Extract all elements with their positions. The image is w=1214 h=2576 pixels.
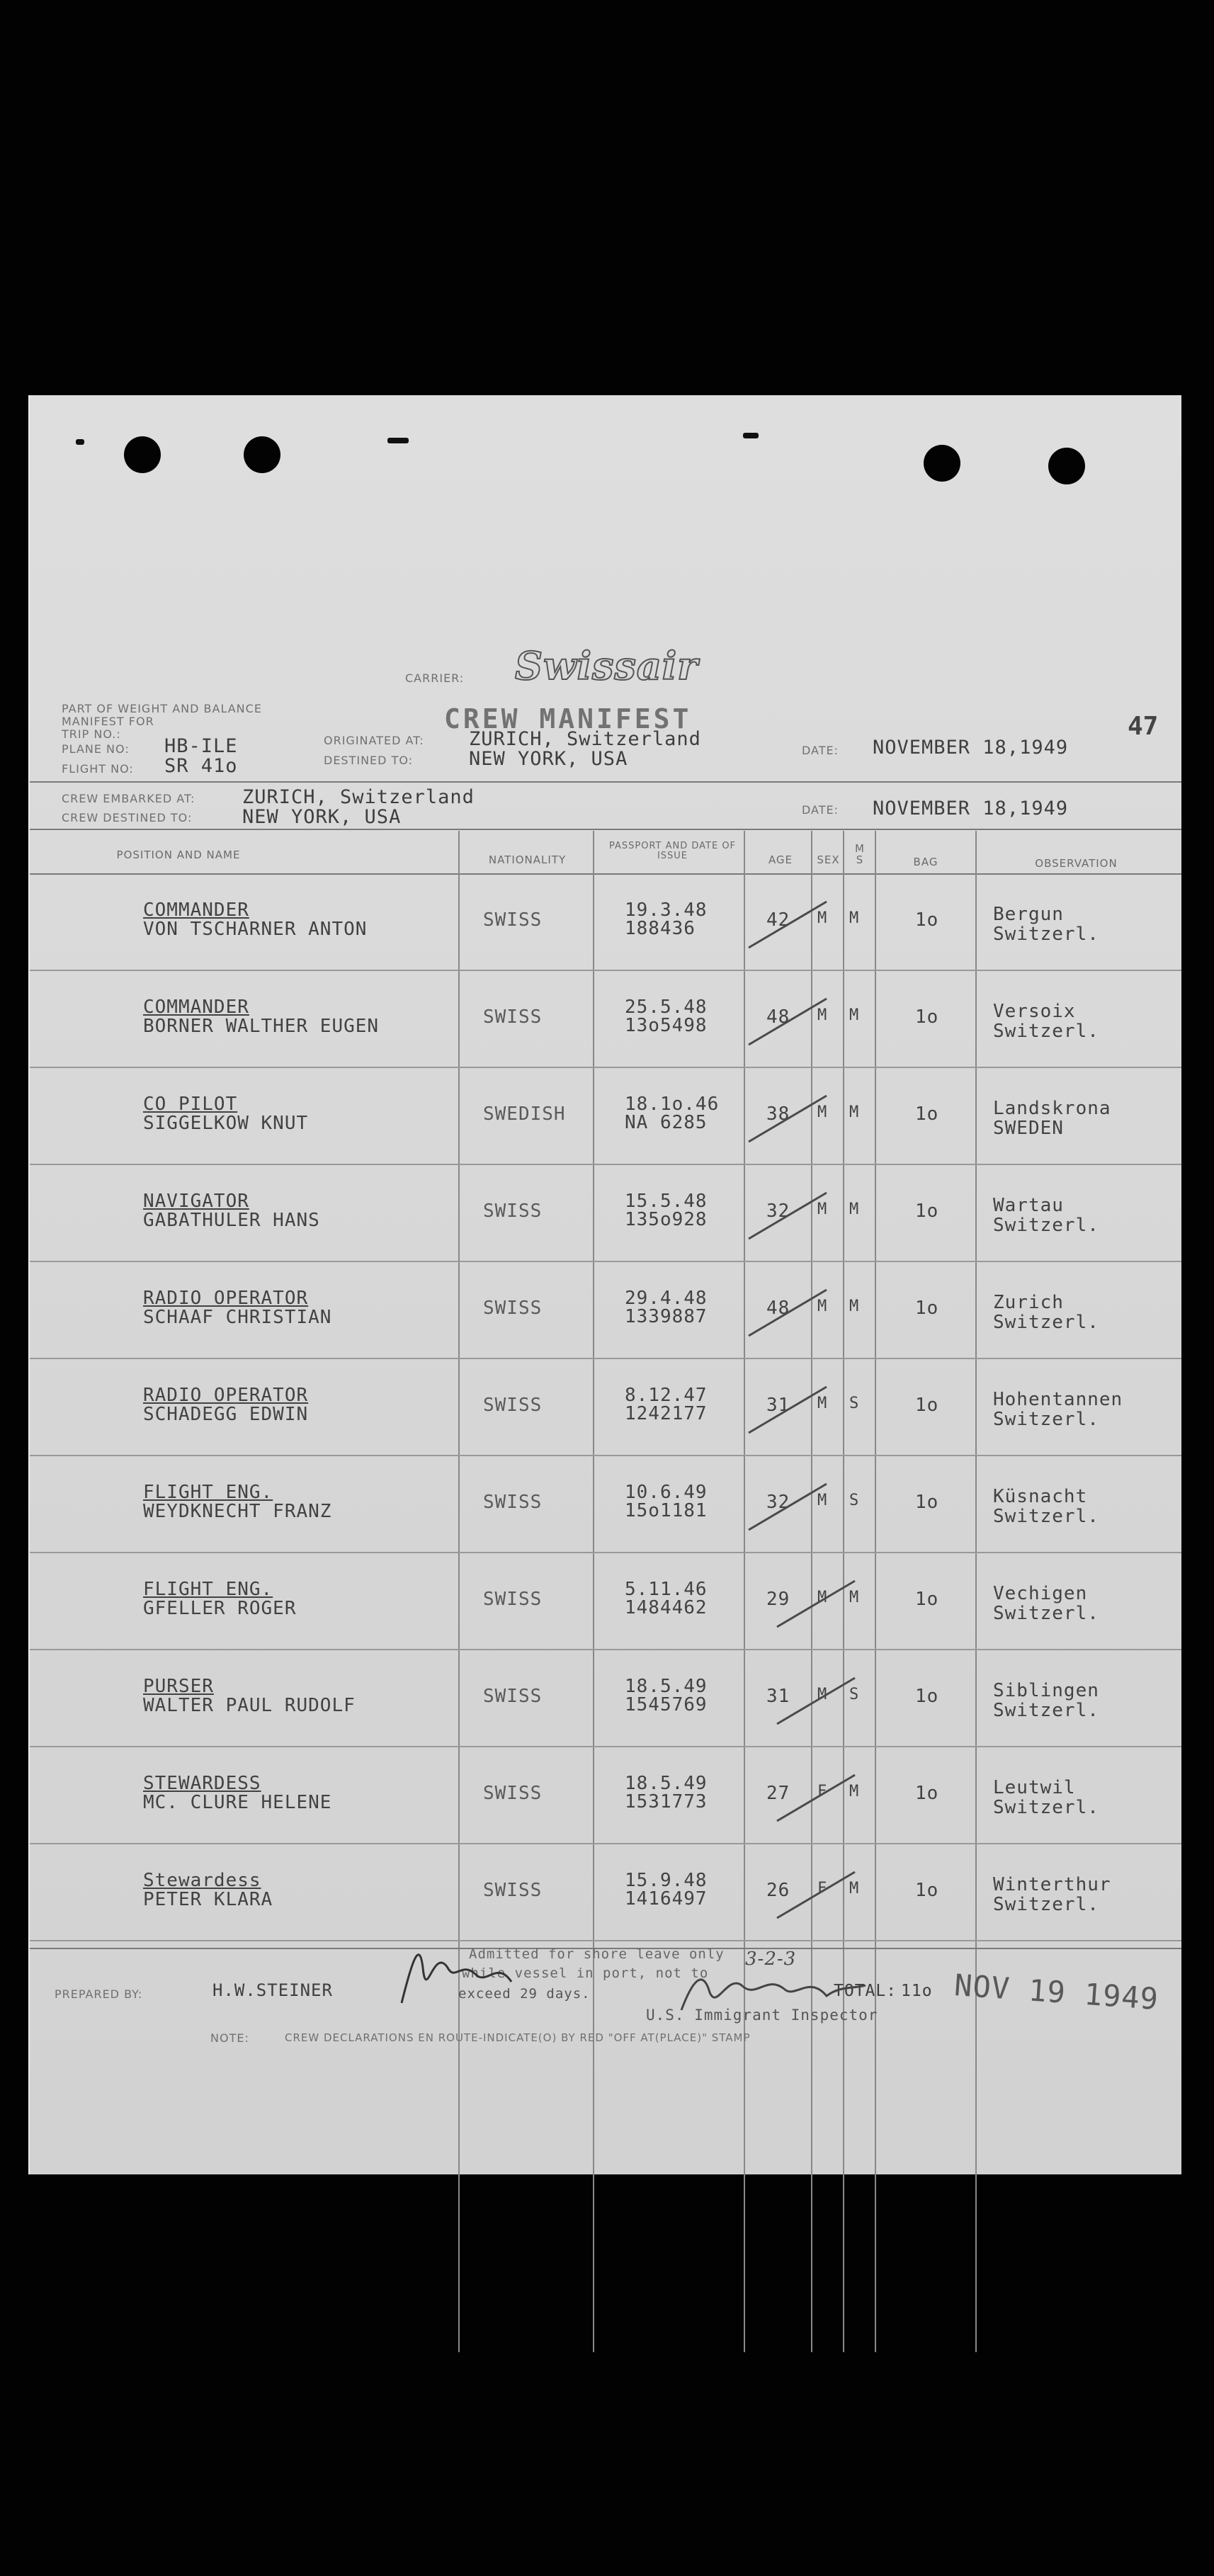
row-divider [30, 1358, 1181, 1359]
passport-date: 19.3.48 [625, 900, 708, 921]
crew-name: VON TSCHARNER ANTON [143, 919, 368, 940]
crew-nationality: SWISS [483, 1686, 543, 1707]
passport-date: 15.5.48 [625, 1191, 708, 1212]
crew-age: 26 [766, 1880, 790, 1901]
col-divider [975, 831, 977, 2352]
check-mark [773, 1570, 873, 1634]
col-divider [458, 831, 460, 2352]
inspector-signature [370, 1918, 951, 2024]
passport-number: 1545769 [625, 1694, 708, 1715]
check-mark [745, 1473, 844, 1537]
binder-hole [124, 436, 161, 473]
passport-date: 10.6.49 [625, 1482, 708, 1503]
observation-place: Küsnacht [993, 1486, 1088, 1507]
crew-nationality: SWEDISH [483, 1103, 566, 1125]
carrier-logo: Swissair [515, 643, 698, 688]
crew-bag: 1o [915, 909, 939, 931]
date2-value: NOVEMBER 18,1949 [873, 798, 1069, 819]
row-divider [30, 1067, 1181, 1068]
crew-sex: F [817, 1880, 828, 1897]
observation-country: Switzerl. [993, 1603, 1099, 1624]
crew-bag: 1o [915, 1492, 939, 1513]
admitted-line3: exceed 29 days. [458, 1986, 591, 2002]
crew-marital: M [849, 1201, 860, 1218]
observation-place: Versoix [993, 1001, 1076, 1022]
crew-sex: M [817, 1395, 828, 1412]
crew-age: 38 [766, 1103, 790, 1125]
row-divider [30, 1843, 1181, 1844]
crew-nationality: SWISS [483, 1880, 543, 1901]
flight-label: FLIGHT NO: [62, 762, 134, 776]
passport-date: 25.5.48 [625, 997, 708, 1018]
observation-country: Switzerl. [993, 924, 1099, 945]
page-number: 47 [1128, 712, 1159, 741]
col-sex: SEX [817, 853, 840, 866]
prepared-value: H.W.STEINER [212, 1980, 333, 2000]
speck [743, 433, 759, 438]
row-divider [30, 1552, 1181, 1553]
passport-number: 1242177 [625, 1403, 708, 1424]
observation-place: Zurich [993, 1292, 1064, 1313]
crew-age: 32 [766, 1492, 790, 1513]
col-bag: BAG [913, 856, 938, 868]
passport-number: NA 6285 [625, 1112, 708, 1133]
row-divider [30, 1746, 1181, 1747]
passport-number: 135o928 [625, 1209, 708, 1230]
crew-marital: M [849, 1589, 860, 1606]
crew-position: CO PILOT [143, 1094, 238, 1115]
col-observation: OBSERVATION [1035, 857, 1118, 870]
received-date-stamp: NOV 19 1949 [953, 1967, 1160, 2017]
crew-position: COMMANDER [143, 997, 249, 1018]
destined-value: NEW YORK, USA [469, 748, 628, 770]
observation-place: Landskrona [993, 1098, 1111, 1119]
crew-bag: 1o [915, 1783, 939, 1804]
prepared-label: PREPARED BY: [55, 1987, 143, 2001]
crew-destined-label: CREW DESTINED TO: [62, 811, 193, 824]
crew-nationality: SWISS [483, 1201, 543, 1222]
check-mark [745, 1376, 844, 1440]
observation-place: Bergun [993, 904, 1064, 925]
crew-destined-value: NEW YORK, USA [242, 806, 402, 828]
crew-sex: M [817, 1006, 828, 1024]
row-divider [30, 1649, 1181, 1650]
crew-age: 42 [766, 909, 790, 931]
crew-name: SCHADEGG EDWIN [143, 1404, 309, 1425]
carrier-label: CARRIER: [405, 671, 465, 685]
crew-marital: S [849, 1686, 860, 1703]
observation-place: Leutwil [993, 1777, 1076, 1798]
observation-country: Switzerl. [993, 1894, 1099, 1915]
binder-hole [924, 445, 960, 482]
total-value: 11o [901, 1982, 933, 2000]
crew-name: WEYDKNECHT FRANZ [143, 1501, 332, 1522]
binder-hole [1048, 448, 1085, 484]
crew-sex: M [817, 1103, 828, 1121]
note-label: NOTE: [210, 2031, 249, 2045]
manifest-title: CREW MANIFEST [444, 703, 692, 734]
check-mark [773, 1764, 873, 1828]
passport-date: 5.11.46 [625, 1579, 708, 1600]
admitted-line2: while vessel in port, not to [462, 1965, 709, 1981]
observation-country: Switzerl. [993, 1312, 1099, 1333]
col-divider [875, 831, 876, 2352]
crew-position: COMMANDER [143, 900, 249, 921]
crew-marital: M [849, 1880, 860, 1897]
observation-place: Wartau [993, 1195, 1064, 1216]
crew-bag: 1o [915, 1589, 939, 1610]
observation-country: Switzerl. [993, 1021, 1099, 1042]
crew-name: SIGGELKOW KNUT [143, 1113, 309, 1134]
crew-bag: 1o [915, 1006, 939, 1028]
crew-nationality: SWISS [483, 1492, 543, 1513]
crew-nationality: SWISS [483, 1006, 543, 1028]
row-divider [30, 1455, 1181, 1456]
passport-number: 13o5498 [625, 1015, 708, 1036]
header-divider [30, 781, 1181, 783]
crew-bag: 1o [915, 1298, 939, 1319]
observation-place: Siblingen [993, 1680, 1099, 1701]
crew-position: PURSER [143, 1676, 214, 1697]
check-mark [773, 1667, 873, 1731]
crew-name: GABATHULER HANS [143, 1210, 320, 1231]
note-text: CREW DECLARATIONS EN ROUTE-INDICATE(O) BY RED "OFF AT(PLACE)" STAMP [285, 2031, 751, 2044]
crew-marital: M [849, 1103, 860, 1121]
crew-age: 29 [766, 1589, 790, 1610]
plane-label: PLANE NO: [62, 742, 130, 756]
crew-age: 48 [766, 1298, 790, 1319]
crew-sex: F [817, 1783, 828, 1800]
crew-nationality: SWISS [483, 1783, 543, 1804]
embarked-label: CREW EMBARKED AT: [62, 792, 195, 805]
passport-date: 15.9.48 [625, 1870, 708, 1891]
passport-number: 1416497 [625, 1888, 708, 1910]
observation-country: Switzerl. [993, 1506, 1099, 1527]
crew-age: 27 [766, 1783, 790, 1804]
crew-position: NAVIGATOR [143, 1191, 249, 1212]
crew-bag: 1o [915, 1395, 939, 1416]
crew-marital: M [849, 909, 860, 927]
row-divider [30, 1164, 1181, 1165]
crew-nationality: SWISS [483, 1589, 543, 1610]
inspector-label: U.S. Immigrant Inspector [646, 2007, 878, 2024]
crew-name: GFELLER ROGER [143, 1598, 297, 1619]
passport-date: 18.1o.46 [625, 1094, 720, 1115]
check-mark [745, 988, 844, 1052]
crew-bag: 1o [915, 1201, 939, 1222]
passport-date: 18.5.49 [625, 1773, 708, 1794]
crew-age: 31 [766, 1686, 790, 1707]
binder-hole [244, 436, 280, 473]
crew-nationality: SWISS [483, 1395, 543, 1416]
plane-value: HB-ILE [164, 735, 238, 757]
table-header-line [30, 873, 1181, 875]
passport-number: 188436 [625, 918, 696, 939]
passport-number: 1484462 [625, 1597, 708, 1618]
crew-name: MC. CLURE HELENE [143, 1792, 332, 1813]
crew-sex: M [817, 1492, 828, 1509]
crew-marital: S [849, 1395, 860, 1412]
date2-label: DATE: [802, 803, 839, 817]
crew-bag: 1o [915, 1103, 939, 1125]
col-passport: PASSPORT AND DATE OF ISSUE [608, 841, 737, 861]
passport-number: 15o1181 [625, 1500, 708, 1521]
crew-sex: M [817, 1201, 828, 1218]
check-mark [773, 1861, 873, 1925]
total-label: TOTAL: [834, 1982, 897, 2000]
crew-marital: M [849, 1298, 860, 1315]
check-mark [745, 891, 844, 955]
weight-label: PART OF WEIGHT AND BALANCE [62, 702, 262, 715]
observation-country: Switzerl. [993, 1797, 1099, 1818]
manifest-sheet [28, 395, 1181, 2174]
crew-age: 48 [766, 1006, 790, 1028]
crew-position: FLIGHT ENG. [143, 1482, 273, 1503]
col-divider [593, 831, 594, 2352]
check-mark [745, 1182, 844, 1246]
crew-nationality: SWISS [483, 909, 543, 931]
passport-date: 29.4.48 [625, 1288, 708, 1309]
crew-sex: M [817, 1589, 828, 1606]
speck [387, 438, 409, 443]
col-divider [744, 831, 745, 2352]
crew-name: BORNER WALTHER EUGEN [143, 1016, 380, 1037]
crew-marital: S [849, 1492, 860, 1509]
originated-value: ZURICH, Switzerland [469, 728, 701, 750]
observation-country: Switzerl. [993, 1215, 1099, 1236]
check-mark [745, 1279, 844, 1343]
col-position: POSITION AND NAME [116, 849, 241, 861]
crew-marital: M [849, 1783, 860, 1800]
date-value: NOVEMBER 18,1949 [873, 737, 1069, 759]
crew-age: 31 [766, 1395, 790, 1416]
speck [76, 439, 84, 445]
passport-date: 8.12.47 [625, 1385, 708, 1406]
col-age: AGE [768, 853, 793, 866]
embarked-value: ZURICH, Switzerland [242, 786, 475, 808]
crew-sex: M [817, 1686, 828, 1703]
flight-value: SR 41o [164, 755, 238, 777]
header-divider [30, 829, 1181, 830]
passport-number: 1339887 [625, 1306, 708, 1327]
crew-sex: M [817, 909, 828, 927]
crew-name: PETER KLARA [143, 1889, 273, 1910]
crew-position: Stewardess [143, 1870, 261, 1891]
trip-label: TRIP NO.: [62, 727, 121, 741]
observation-place: Vechigen [993, 1583, 1088, 1604]
col-ms: M S [855, 842, 865, 866]
passport-number: 1531773 [625, 1791, 708, 1812]
passport-date: 18.5.49 [625, 1676, 708, 1697]
crew-age: 32 [766, 1201, 790, 1222]
observation-country: SWEDEN [993, 1118, 1064, 1139]
crew-nationality: SWISS [483, 1298, 543, 1319]
observation-place: Hohentannen [993, 1389, 1123, 1410]
row-divider [30, 970, 1181, 971]
observation-place: Winterthur [993, 1874, 1111, 1895]
crew-name: SCHAAF CHRISTIAN [143, 1307, 332, 1328]
date-label: DATE: [802, 744, 839, 757]
destined-label: DESTINED TO: [324, 754, 414, 767]
check-mark [745, 1085, 844, 1149]
crew-position: RADIO OPERATOR [143, 1385, 309, 1406]
admitted-line1: Admitted for shore leave only [469, 1946, 725, 1962]
crew-bag: 1o [915, 1880, 939, 1901]
crew-position: RADIO OPERATOR [143, 1288, 309, 1309]
observation-country: Switzerl. [993, 1409, 1099, 1430]
crew-sex: M [817, 1298, 828, 1315]
crew-position: STEWARDESS [143, 1773, 261, 1794]
crew-bag: 1o [915, 1686, 939, 1707]
crew-position: FLIGHT ENG. [143, 1579, 273, 1600]
crew-name: WALTER PAUL RUDOLF [143, 1695, 356, 1716]
col-nationality: NATIONALITY [488, 853, 567, 866]
row-divider [30, 1261, 1181, 1262]
observation-country: Switzerl. [993, 1700, 1099, 1721]
originated-label: ORIGINATED AT: [324, 734, 424, 747]
count-mark: 3-2-3 [745, 1948, 797, 1970]
crew-marital: M [849, 1006, 860, 1024]
manifest-for-label: MANIFEST FOR [62, 715, 154, 728]
